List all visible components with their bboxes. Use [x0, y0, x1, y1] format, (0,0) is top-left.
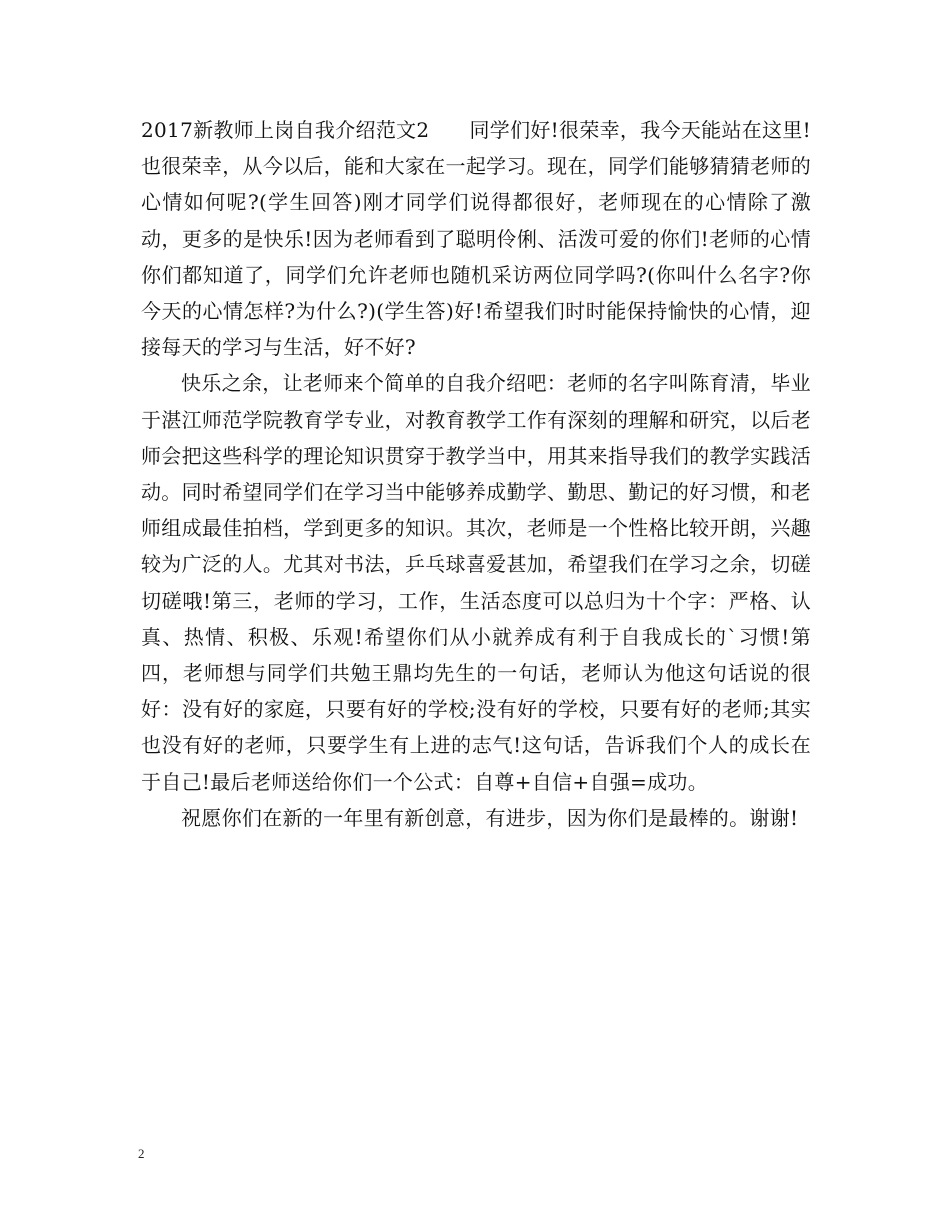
paragraph-2: 快乐之余，让老师来个简单的自我介绍吧：老师的名字叫陈育清，毕业于湛江师范学院教育学专业，对教育教学工作有深刻的理解和研究，以后老师会把这些科学的理论知识贯穿于教学当中，用其来指导我们的教学实践活动。同时希望同学们在学习当中能够养成勤学、勤思、勤记的好习惯，和老师组成最佳拍档，学到更多的知识。其次，老师是一个性格比较开朗，兴趣较为广泛的人。尤其对书法，乒乓球喜爱甚加，希望我们在学习之余，切磋切磋哦!第三，老师的学习，工作，生活态度可以总归为十个字：严格、认真、热情、积极、乐观!希望你们从小就养成有利于自我成长的`习惯!第四，老师想与同学们共勉王鼎均先生的一句话，老师认为他这句话说的很好：没有好的家庭，只要有好的学校;没有好的学校，只要有好的老师;其实也没有好的老师，只要学生有上进的志气!这句话，告诉我们个人的成长在于自己!最后老师送给你们一个公式：自尊+自信+自强=成功。	[141, 371, 811, 794]
paragraph-1	[141, 112, 811, 365]
document-body	[141, 112, 811, 836]
document-title: 2017新教师上岗自我介绍范文2	[141, 118, 430, 142]
paragraph-1-text: 同学们好!很荣幸，我今天能站在这里!也很荣幸，从今以后，能和大家在一起学习。现在，同学们能够猜猜老师的心情如何呢?(学生回答)刚才同学们说得都很好，老师现在的心情除了激动，更多的是快乐!因为老师看到了聪明伶俐、活泼可爱的你们!老师的心情你们都知道了，同学们允许老师也随机采访两位同学吗?(你叫什么名字?你今天的心情怎样?为什么?)(学生答)好!希望我们时时能保持愉快的心情，迎接每天的学习与生活，好不好?	[141, 118, 811, 360]
paragraph-3: 祝愿你们在新的一年里有新创意，有进步，因为你们是最棒的。谢谢!	[181, 805, 799, 830]
page-number: 2	[138, 1146, 145, 1161]
